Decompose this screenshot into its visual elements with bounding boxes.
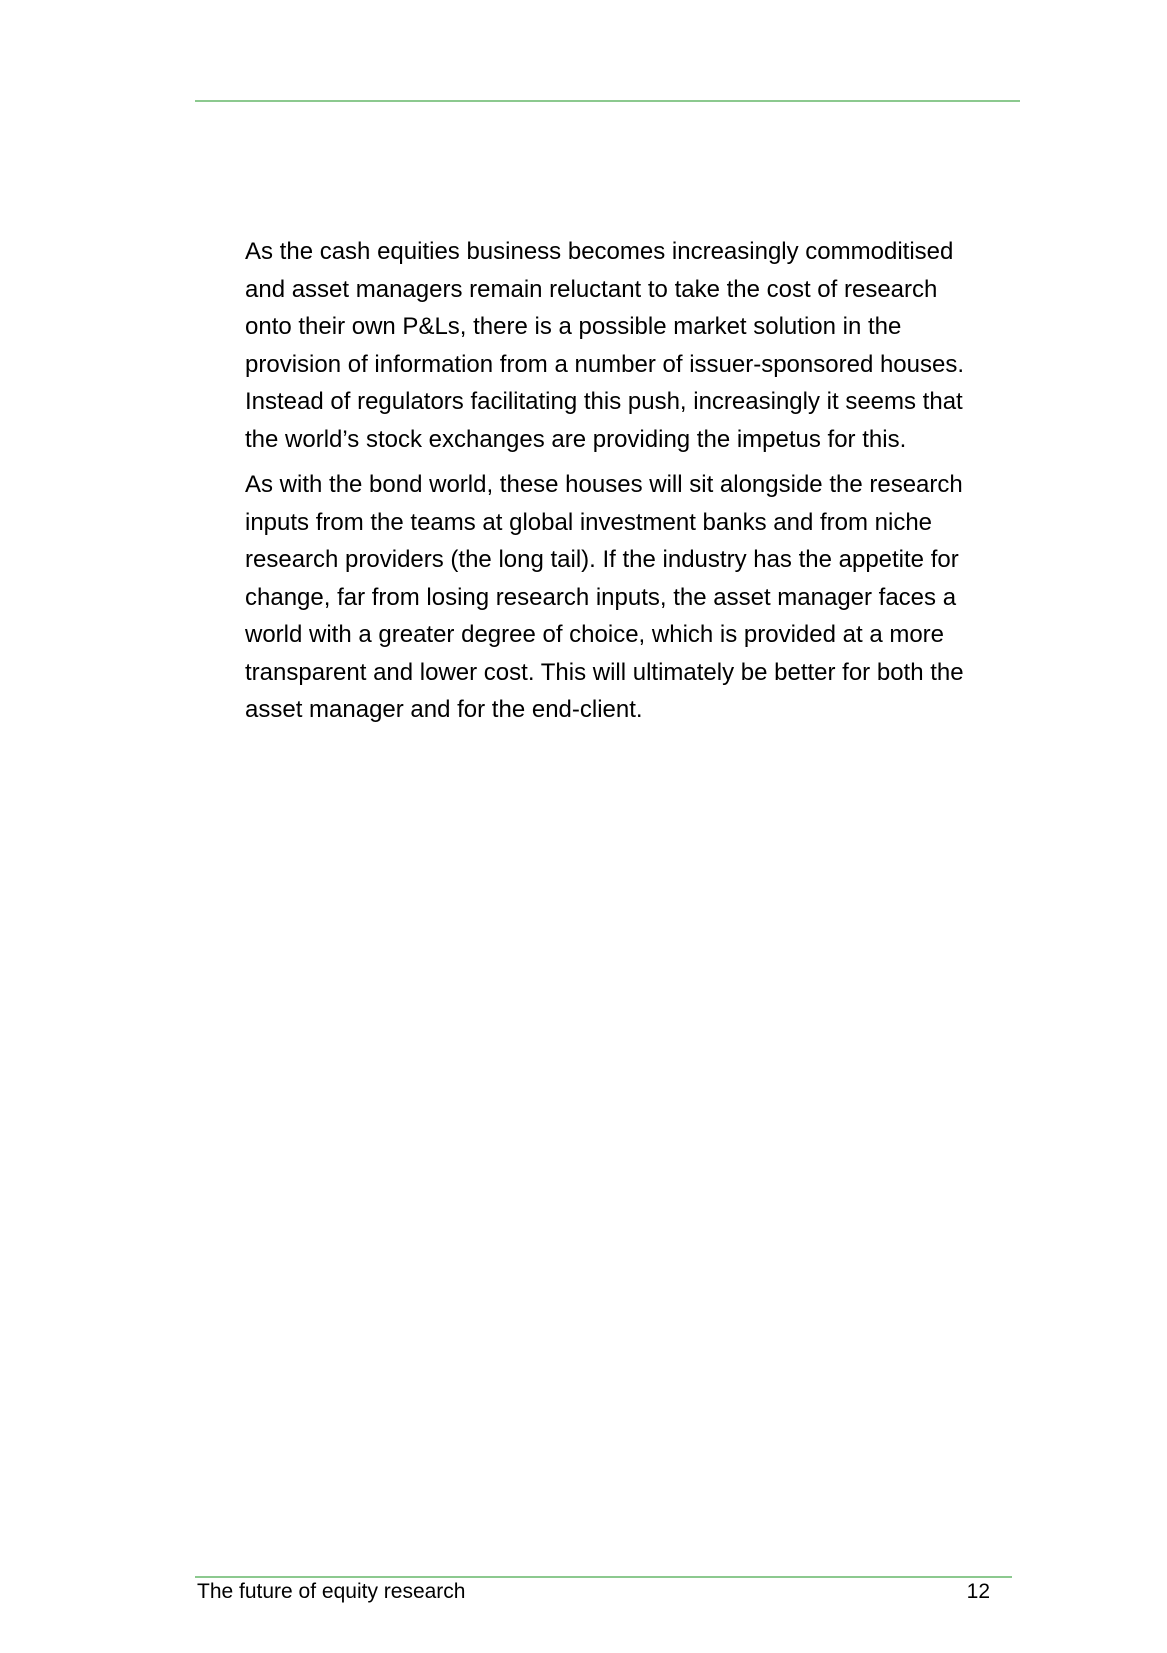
footer-title: The future of equity research (197, 1580, 466, 1603)
paragraph: As the cash equities business becomes increasingly commoditised and asset managers remain reluctant to take the cost of research onto their own P&Ls, there is a possible market solution in the provision of information from a number of issuer-sponsored houses. Instead of regulators facilitating this push, increasingly it seems that the world’s stock exchanges are providing the impetus for this. (245, 238, 965, 453)
page-number: 12 (966, 1580, 990, 1603)
body-text (245, 233, 1015, 737)
paragraph: As with the bond world, these houses will sit alongside the research inputs from the teams at global investment banks and from niche research providers (the long tail). If the industry has the appetite for change, far from losing research inputs, the asset manager faces a world with a greater degree of choice, which is provided at a more transparent and lower cost. This will ultimately be better for both the asset manager and for the end-client. (245, 471, 964, 723)
header-rule (195, 100, 1020, 102)
